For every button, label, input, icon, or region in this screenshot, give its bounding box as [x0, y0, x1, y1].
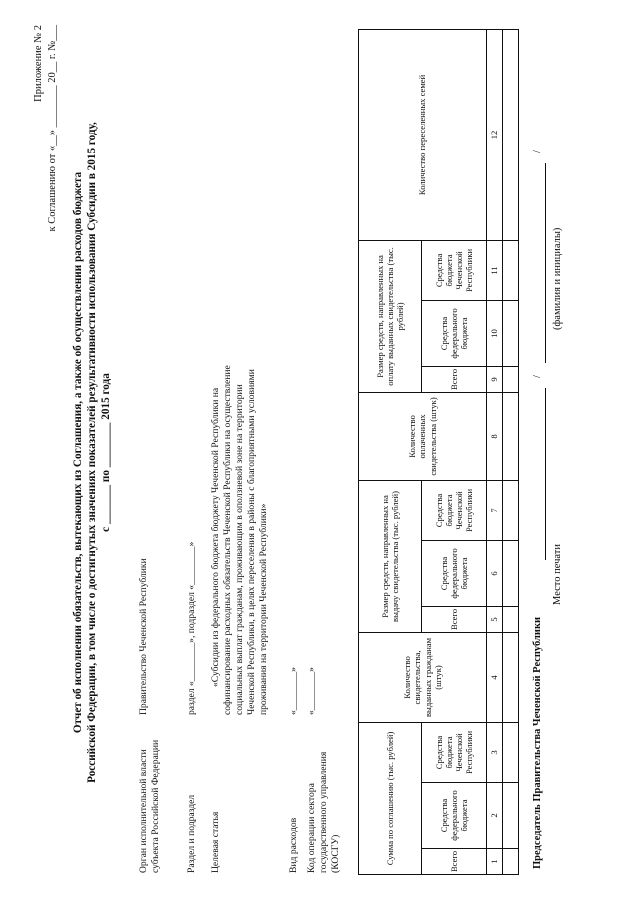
column-number: 6 [487, 540, 503, 606]
column-number: 2 [487, 783, 503, 849]
table-cell [503, 240, 519, 300]
initials-caption: (фамилия и инициалы) [552, 227, 563, 330]
table-cell [503, 480, 519, 540]
header-families-count: Количество переселенных семей [359, 29, 487, 240]
header-total-3: Всего [422, 366, 487, 392]
seal-place-label: Место печати [552, 543, 563, 605]
report-title-line3: с _______ по ________ 2015 года [100, 373, 112, 532]
table-cell [503, 849, 519, 875]
report-title-line1: Отчет об исполнении обязательств, вытекающих из Соглашения, а также об осуществлении расходов бюджета [72, 171, 84, 734]
column-number: 8 [487, 392, 503, 480]
kosgu-value: «________» [306, 667, 317, 715]
header-regional-3: Средства бюджета Чеченской Республики [422, 240, 487, 300]
table-cell [503, 722, 519, 782]
header-total-1: Всего [422, 849, 487, 875]
table-cell [503, 783, 519, 849]
name-line [545, 163, 546, 363]
column-number: 10 [487, 300, 503, 366]
column-number: 1 [487, 849, 503, 875]
section-value: раздел «________», подраздел «________» [186, 541, 197, 715]
header-total-2: Всего [422, 606, 487, 632]
header-federal-1: Средства федерального бюджета [422, 783, 487, 849]
signature-end-separator: / [532, 150, 543, 153]
column-number: 9 [487, 366, 503, 392]
table-cell [503, 540, 519, 606]
table-cell [503, 606, 519, 632]
kosgu-label: Код операции сектора государственного управления (КОСГУ) [306, 751, 341, 873]
header-federal-2: Средства федерального бюджета [422, 540, 487, 606]
header-paid-count: Количество оплаченных свидетельства (штук) [359, 392, 487, 480]
expense-value: «________» [288, 667, 299, 715]
report-title-line2: Российской Федерации, в том числе о достигнутых значениях показателей результативности использования Субсидии в 2015 году, [86, 122, 98, 783]
header-group-issued-funds: Размер средств, направленных на выдачу свидетельства (тыс. рублей) [359, 480, 422, 632]
table-cell [503, 392, 519, 480]
column-number: 7 [487, 480, 503, 540]
header-federal-3: Средства федерального бюджета [422, 300, 487, 366]
expense-label: Вид расходов [288, 817, 299, 873]
appendix-label: Приложение № 2 [33, 25, 44, 102]
column-number: 5 [487, 606, 503, 632]
header-regional-2: Средства бюджета Чеченской Республики [422, 480, 487, 540]
column-number: 12 [487, 29, 503, 240]
purpose-label: Целевая статья [210, 811, 221, 873]
header-group-agreement: Сумма по соглашению (тыс. рублей) [359, 722, 422, 874]
signature-separator: / [532, 375, 543, 378]
agreement-reference: к Соглашению от «__» ________ 20__ г. №___ [47, 25, 58, 232]
table-cell [503, 632, 519, 722]
table-cell [503, 29, 519, 240]
section-label: Раздел и подраздел [186, 794, 197, 873]
purpose-value: «Субсидии из федерального бюджета бюджету Чеченской Республики на софинансирование расходных обязательств Чеченской Республики на осуществление социальных выплат гражданам, проживающим в оползневой зоне на территории Чеченской Республики, в целях переселения в районы с благоприятными условиями проживания на территории Чеченской Республики» [210, 365, 269, 715]
header-group-paid-funds: Размер средств, направленных на оплату выданных свидетельства (тыс. рублей) [359, 240, 422, 392]
column-number: 4 [487, 632, 503, 722]
signature-line [545, 388, 546, 560]
report-table [358, 29, 519, 875]
table-cell [503, 366, 519, 392]
header-issued-count: Количество свидетельства, выданных гражданам (штук) [359, 632, 487, 722]
authority-value: Правительство Чеченской Республики [138, 558, 149, 715]
column-number: 11 [487, 240, 503, 300]
authority-label: Орган исполнительной власти субъекта Российской Федерации [138, 739, 161, 873]
chairman-label: Председатель Правительства Чеченской Республики [532, 616, 543, 869]
column-number: 3 [487, 722, 503, 782]
table-cell [503, 300, 519, 366]
header-regional-1: Средства бюджета Чеченской Республики [422, 722, 487, 782]
